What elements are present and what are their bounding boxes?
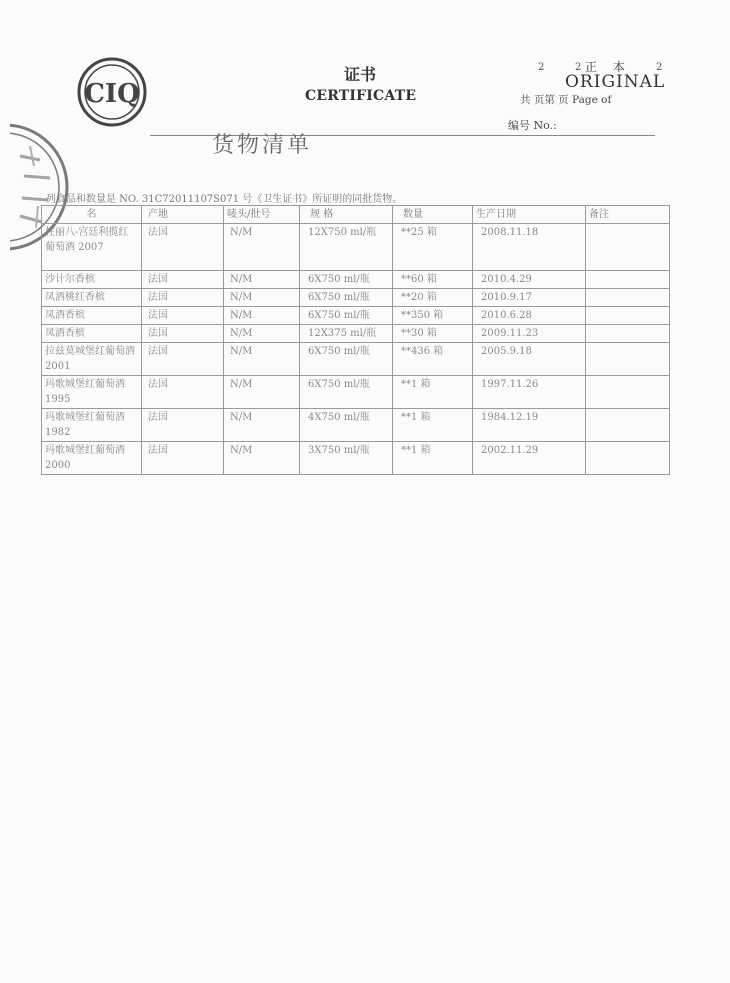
cell-date: 2005.9.18 [473,343,586,376]
table-row [42,289,670,307]
cell-spec: 6X750 ml/瓶 [300,289,393,307]
cell-name: 玛歌城堡红葡萄酒 1995 [42,376,142,409]
header-name: 名 [42,206,142,224]
header-lot: 唛头/批号 [224,206,300,224]
cell-lot: N/M [224,325,300,343]
cell-origin: 法国 [142,224,224,271]
cell-name: 玛歌城堡红葡萄酒 2000 [42,442,142,475]
page-number: 2 [575,62,582,73]
cell-origin: 法国 [142,409,224,442]
page-number-right: 2 [656,62,663,73]
cell-name: 凤酒香槟 [42,325,142,343]
cell-remarks [586,376,670,409]
cell-spec: 12X375 ml/瓶 [300,325,393,343]
cell-quantity: **350 箱 [393,307,473,325]
cell-name: 凤酒桃红香槟 [42,289,142,307]
cell-date: 1984.12.19 [473,409,586,442]
cell-remarks [586,224,670,271]
table-row [42,271,670,289]
goods-list-title: 货物清单 [212,133,313,158]
cell-name: 凤酒香槟 [42,307,142,325]
cell-date: 1997.11.26 [473,376,586,409]
cell-lot: N/M [224,271,300,289]
cell-spec: 6X750 ml/瓶 [300,307,393,325]
cell-date: 2008.11.18 [473,224,586,271]
cell-spec: 6X750 ml/瓶 [300,271,393,289]
cell-spec: 4X750 ml/瓶 [300,409,393,442]
page-of-label: 共 页第 页 Page of [520,94,612,106]
svg-text:CIQ: CIQ [84,79,140,109]
cell-name: 玛歌城堡红葡萄酒 1982 [42,409,142,442]
table-header-row [42,206,670,224]
cell-remarks [586,442,670,475]
cell-origin: 法国 [142,289,224,307]
table-row [42,307,670,325]
cell-quantity: **60 箱 [393,271,473,289]
cell-date: 2009.11.23 [473,325,586,343]
title-chinese: 证书 [343,65,376,84]
cell-lot: N/M [224,376,300,409]
cell-name: 柱丽八-宫廷利揽红葡萄酒 2007 [42,224,142,271]
cell-remarks [586,289,670,307]
cell-lot: N/M [224,307,300,325]
cell-quantity: **20 箱 [393,289,473,307]
cell-quantity: **1 箱 [393,376,473,409]
ciq-logo [76,56,148,128]
cell-quantity: **1 箱 [393,409,473,442]
cell-quantity: **1 箱 [393,442,473,475]
table-row [42,325,670,343]
original-copy-mark-cn: 正 本 [585,60,631,74]
cell-spec: 6X750 ml/瓶 [300,343,393,376]
cell-origin: 法国 [142,307,224,325]
certificate-number-label: 编号 No.: [508,119,557,132]
cell-lot: N/M [224,289,300,307]
cell-remarks [586,307,670,325]
cell-remarks [586,409,670,442]
header-production-date: 生产日期 [473,206,586,224]
cell-origin: 法国 [142,442,224,475]
total-pages: 2 [538,62,545,73]
cell-remarks [586,271,670,289]
cell-spec: 12X750 ml/瓶 [300,224,393,271]
table-row [42,376,670,409]
cell-remarks [586,343,670,376]
table-row [42,224,670,271]
header-spec: 规 格 [300,206,393,224]
cell-origin: 法国 [142,271,224,289]
certificate-statement: 列食品和数量是 NO. 31C72011107S071 号《卫生证书》所证明的同批货物。 [46,194,403,205]
header-remarks: 备注 [586,206,670,224]
cell-spec: 3X750 ml/瓶 [300,442,393,475]
cell-spec: 6X750 ml/瓶 [300,376,393,409]
cell-date: 2010.4.29 [473,271,586,289]
header-origin: 产地 [142,206,224,224]
cell-date: 2010.9.17 [473,289,586,307]
cell-origin: 法国 [142,376,224,409]
goods-table [41,205,670,475]
cell-lot: N/M [224,409,300,442]
cell-date: 2002.11.29 [473,442,586,475]
cell-origin: 法国 [142,325,224,343]
header-quantity: 数量 [393,206,473,224]
cell-origin: 法国 [142,343,224,376]
cell-quantity: **30 箱 [393,325,473,343]
cell-date: 2010.6.28 [473,307,586,325]
table-row [42,409,670,442]
table-row [42,442,670,475]
original-copy-mark: ORIGINAL [565,72,666,92]
cell-quantity: **25 箱 [393,224,473,271]
table-row [42,343,670,376]
cell-lot: N/M [224,442,300,475]
cell-lot: N/M [224,224,300,271]
title-english: CERTIFICATE [305,88,417,104]
cell-lot: N/M [224,343,300,376]
cell-remarks [586,325,670,343]
cell-name: 沙计尔香槟 [42,271,142,289]
cell-quantity: **436 箱 [393,343,473,376]
cell-name: 拉兹莫城堡红葡萄酒 2001 [42,343,142,376]
